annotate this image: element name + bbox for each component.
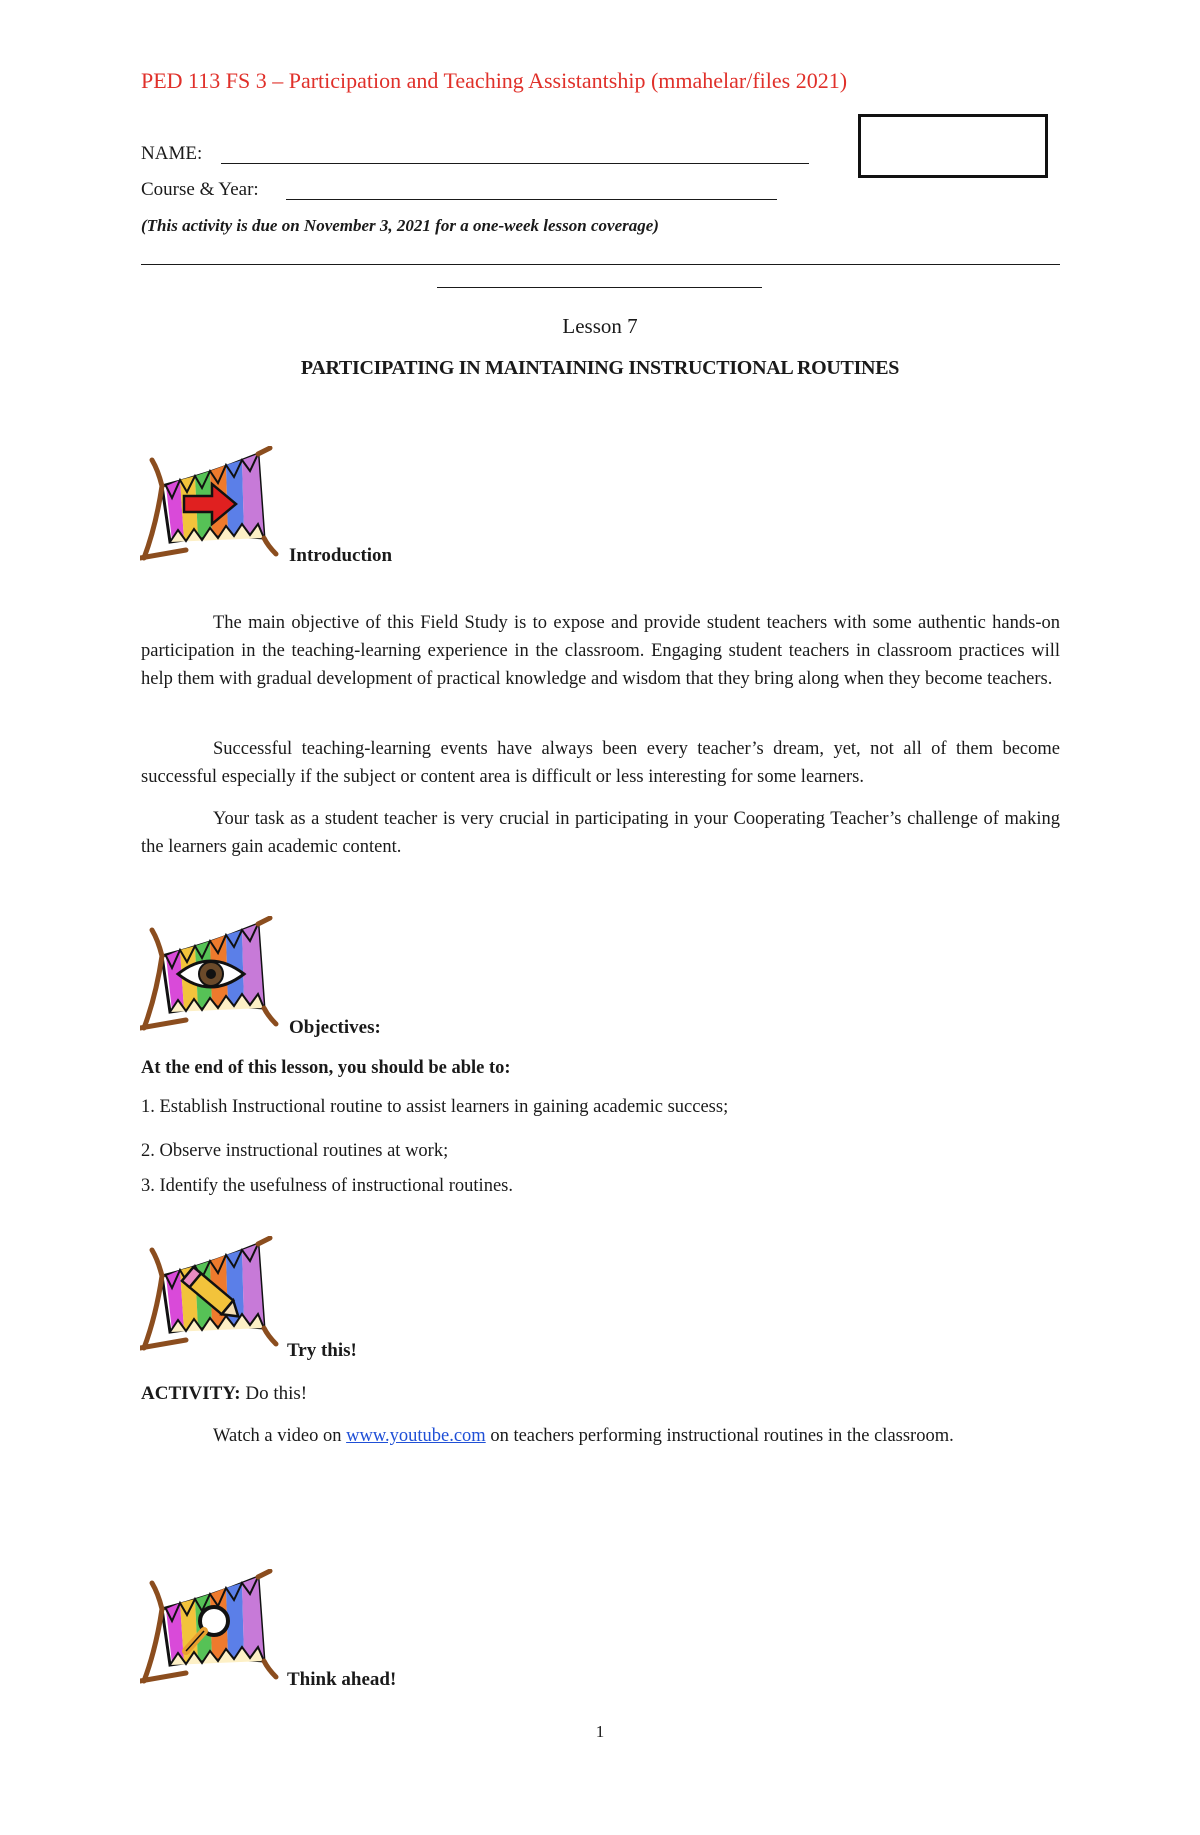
name-field-line[interactable] (221, 163, 809, 164)
separator-line-short (437, 287, 762, 288)
arrow-icon (140, 446, 280, 562)
page-number: 1 (595, 1722, 605, 1741)
objective-item-3: 3. Identify the usefulness of instructional routines. (141, 1176, 513, 1196)
course-year-label: Course & Year: (141, 179, 259, 200)
magnifier-icon (140, 1569, 280, 1685)
intro-paragraph-1: The main objective of this Field Study is to expose and provide student teachers with some authentic hands-on participation in the teaching-learning experience in the classroom. Engaging student teachers in classroom practices will help them with gradual development of practical knowledge and wisdom that they bring along when they become teachers. (141, 613, 1060, 689)
try-this-heading: Try this! (287, 1340, 357, 1361)
score-box (858, 114, 1048, 178)
activity-label: ACTIVITY: (141, 1383, 241, 1404)
eye-icon (140, 916, 280, 1032)
course-header: PED 113 FS 3 – Participation and Teaching Assistantship (mmahelar/files 2021) (141, 68, 848, 93)
introduction-heading: Introduction (289, 545, 393, 566)
watch-paragraph: Watch a video on www.youtube.com on teachers performing instructional routines in the classroom. (213, 1426, 954, 1446)
intro-paragraph-2: Successful teaching-learning events have always been every teacher’s dream, yet, not all of them become successful especially if the subject or content area is difficult or less interesting for some learners. (141, 739, 1060, 787)
objective-item-1: 1. Establish Instructional routine to assist learners in gaining academic success; (141, 1097, 729, 1117)
lesson-title: PARTICIPATING IN MAINTAINING INSTRUCTIONAL ROUTINES (300, 357, 900, 379)
objectives-lead: At the end of this lesson, you should be able to: (141, 1058, 511, 1078)
course-year-field-line[interactable] (286, 199, 777, 200)
separator-line (141, 264, 1060, 265)
intro-paragraph-3: Your task as a student teacher is very crucial in participating in your Cooperating Teacher’s challenge of making the learners gain academic content. (141, 809, 1060, 857)
objectives-heading: Objectives: (289, 1017, 381, 1038)
pencil-icon (140, 1236, 280, 1352)
name-label: NAME: (141, 143, 203, 164)
lesson-number: Lesson 7 (562, 314, 638, 338)
activity-line (141, 1383, 307, 1405)
youtube-link[interactable]: www.youtube.com (346, 1426, 486, 1446)
objective-item-2: 2. Observe instructional routines at work; (141, 1141, 449, 1161)
due-note: (This activity is due on November 3, 2021 for a one-week lesson coverage) (141, 216, 659, 235)
activity-text: Do this! (240, 1383, 308, 1404)
think-ahead-heading: Think ahead! (287, 1669, 397, 1690)
